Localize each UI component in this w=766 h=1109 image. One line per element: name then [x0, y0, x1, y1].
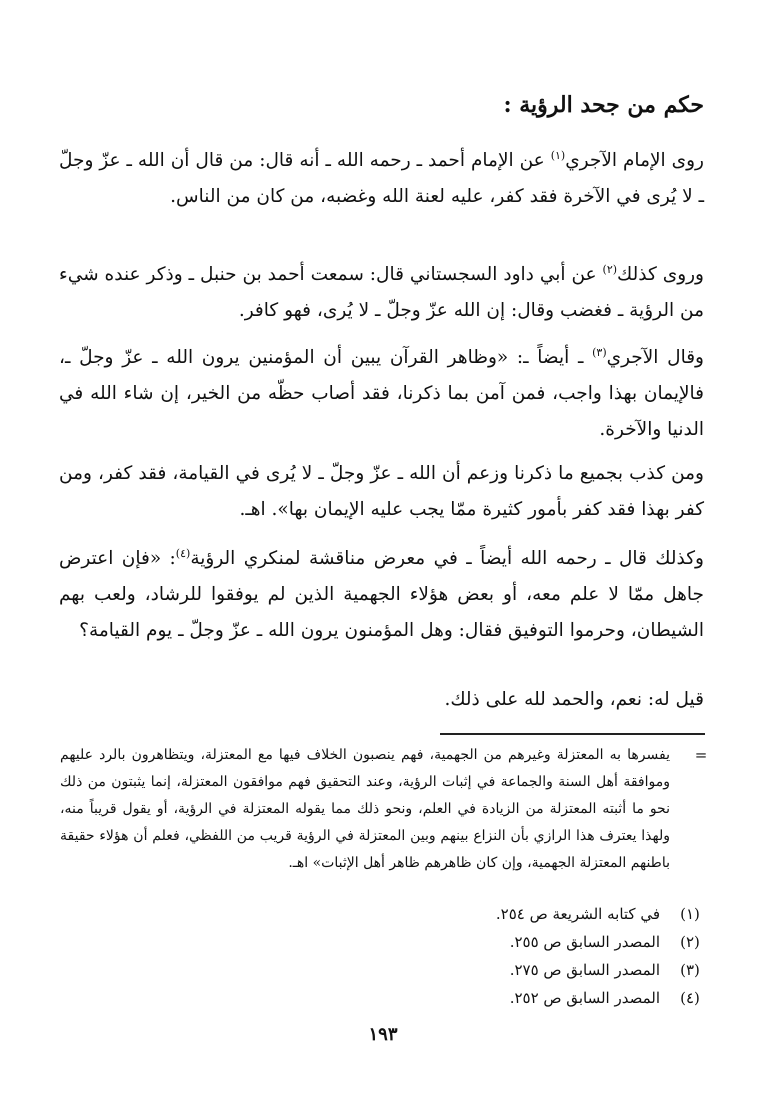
- footnote-ref: (٢): [602, 262, 618, 276]
- paragraph-3: [59, 340, 704, 448]
- paragraph-text: ومن كذب بجميع ما ذكرنا وزعم أن الله ـ عزّ وجلّ ـ لا يُرى في القيامة، فقد كفر، ومن كفر بهذا فقد كفر بأمور كثيرة ممّا يجب عليه الإيمان بها». اهـ.: [59, 463, 704, 520]
- footnote-text: المصدر السابق ص ٢٧٥.: [509, 961, 660, 979]
- paragraph-text: وروى كذلك: [617, 264, 704, 285]
- paragraph-4: [59, 456, 704, 528]
- paragraph-6: [59, 682, 704, 718]
- paragraph-5: [59, 541, 704, 649]
- paragraph-text: وقال الآجري: [606, 347, 704, 368]
- footnote-divider: [440, 733, 705, 735]
- footnote-text: في كتابه الشريعة ص ٢٥٤.: [495, 905, 660, 923]
- paragraph-1: [59, 143, 704, 215]
- footnote-2: [60, 928, 710, 956]
- footnote-continuation-text: يفسرها به المعتزلة وغيرهم من الجهمية، فهم ينصبون الخلاف فيها مع المعتزلة، ويتظاهرون بالرد عليهم وموافقة أهل السنة والجماعة في إثبات الرؤية، وعند التحقيق فهم موافقون المعتزلة، إنما يثبتون من ذلك نحو ما أثبته المعتزلة من الزيادة في العلم، ونحو ذلك مما يقوله المعتزلة في الرؤية، أو يقول قريباً منه، ولهذا يعترف هذا الرازي بأن النزاع بينهم وبين المعتزلة في الرؤية قريب من اللفظي، فعلم أن هؤلاء حقيقة باطنهم المعتزلة الجهمية، وإن كان ظاهرهم ظاهر أهل الإثبات» اهـ.: [60, 747, 670, 871]
- footnote-ref: (٤): [175, 546, 191, 560]
- paragraph-text: روى الإمام الآجري: [565, 150, 704, 171]
- continuation-marker: =: [694, 746, 708, 764]
- paragraph-text: ـ أيضاً ـ: «وظاهر القرآن يبين أن المؤمنين يرون الله ـ عزّ وجلّ ـ، فالإيمان بهذا واجب، فمن آمن بما ذكرنا، فقد أصاب حظّه من الخير، إن شاء الله في الدنيا والآخرة.: [59, 347, 704, 440]
- paragraph-text: : «فإن اعترض جاهل ممّا لا علم معه، أو بعض هؤلاء الجهمية الذين لم يوفقوا للرشاد، ولعب بهم الشيطان، وحرموا التوفيق فقال: وهل المؤمنون يرون الله ـ عزّ وجلّ ـ يوم القيامة؟: [59, 548, 704, 641]
- paragraph-text: قيل له: نعم، والحمد لله على ذلك.: [444, 689, 704, 710]
- paragraph-2: [59, 257, 704, 329]
- paragraph-text: عن أبي داود السجستاني قال: سمعت أحمد بن حنبل ـ وذكر عنده شيء من الرؤية ـ فغضب وقال: إن الله عزّ وجلّ ـ لا يُرى، فهو كافر.: [59, 264, 704, 321]
- footnote-number: (١): [680, 905, 700, 923]
- paragraph-text: عن الإمام أحمد ـ رحمه الله ـ أنه قال: من قال أن الله ـ عزّ وجلّ ـ لا يُرى في الآخرة فقد كفر، عليه لعنة الله وغضبه، من كان من الناس.: [59, 150, 704, 207]
- section-heading: حكم من جحد الرؤية :: [503, 92, 704, 118]
- footnote-ref: (١): [550, 148, 566, 162]
- footnotes-list: [60, 900, 710, 1012]
- footnote-4: [60, 984, 710, 1012]
- paragraph-text: وكذلك قال ـ رحمه الله أيضاً ـ في معرض مناقشة لمنكري الرؤية: [190, 548, 704, 569]
- footnote-text: المصدر السابق ص ٢٥٢.: [509, 989, 660, 1007]
- footnote-1: [60, 900, 710, 928]
- footnote-text: المصدر السابق ص ٢٥٥.: [509, 933, 660, 951]
- footnote-3: [60, 956, 710, 984]
- footnote-number: (٢): [680, 933, 700, 951]
- footnote-number: (٤): [680, 989, 700, 1007]
- footnote-ref: (٣): [592, 345, 607, 359]
- page-number: ١٩٣: [368, 1024, 398, 1045]
- footnote-number: (٣): [680, 961, 700, 979]
